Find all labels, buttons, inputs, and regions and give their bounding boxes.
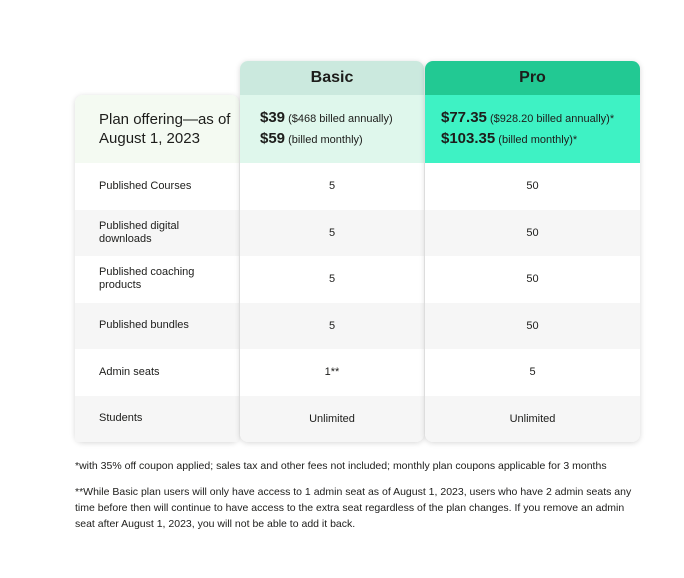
feature-label-courses: Published Courses [99,179,192,192]
pro-plan-name: Pro [425,61,640,95]
pro-annual-note: ($928.20 billed annually)* [489,113,615,125]
basic-value-coaching-products: 5 [328,273,336,286]
feature-label-column [75,95,239,442]
basic-annual-price: $39 [260,109,286,126]
footnote-coupon: *with 35% off coupon applied; sales tax and other fees not included; monthly plan coupons applicable for 3 months [75,460,607,472]
pro-plan-column [425,61,640,442]
basic-plan-column [240,61,424,442]
basic-value-students: Unlimited [240,396,424,443]
basic-value-bundles: 5 [240,303,424,350]
feature-label-students: Students [75,396,239,443]
pro-value-coaching-products: 50 [526,273,539,286]
basic-value-courses: 5 [328,180,336,193]
pro-price-block [425,95,640,163]
basic-monthly-note: (billed monthly) [288,134,363,146]
footnotes [75,458,635,542]
basic-value-digital-downloads: 5 [240,210,424,257]
pro-annual-price: $77.35 [441,109,487,126]
basic-plan-name: Basic [240,61,424,95]
pro-monthly-note: (billed monthly)* [498,134,578,146]
pro-value-students: Unlimited [425,396,640,443]
pro-monthly-price: $103.35 [441,130,496,147]
footnote-admin-seats: **While Basic plan users will only have access to 1 admin seat as of August 1, 2023, users who have 2 admin seats any time before then will continue to have access to the extra seat regardless of the plan changes. If you remove an admin seat after August 1, 2023, you will not be able to add it back. [75,486,632,530]
feature-label-bundles: Published bundles [75,303,239,350]
plan-offering-heading: Plan offering—as of August 1, 2023 [75,95,239,163]
pro-value-digital-downloads: 50 [425,210,640,257]
basic-annual-note: ($468 billed annually) [288,113,393,125]
pro-value-bundles: 50 [425,303,640,350]
pro-value-courses: 50 [526,180,539,193]
pro-value-admin-seats: 5 [529,366,536,379]
feature-label-admin-seats: Admin seats [99,365,160,378]
feature-label-coaching-products: Published coaching products [99,266,195,292]
basic-monthly-price: $59 [260,130,286,147]
feature-label-digital-downloads: Published digital downloads [75,210,239,257]
basic-value-admin-seats: 1** [324,366,340,379]
basic-price-block [240,95,424,163]
